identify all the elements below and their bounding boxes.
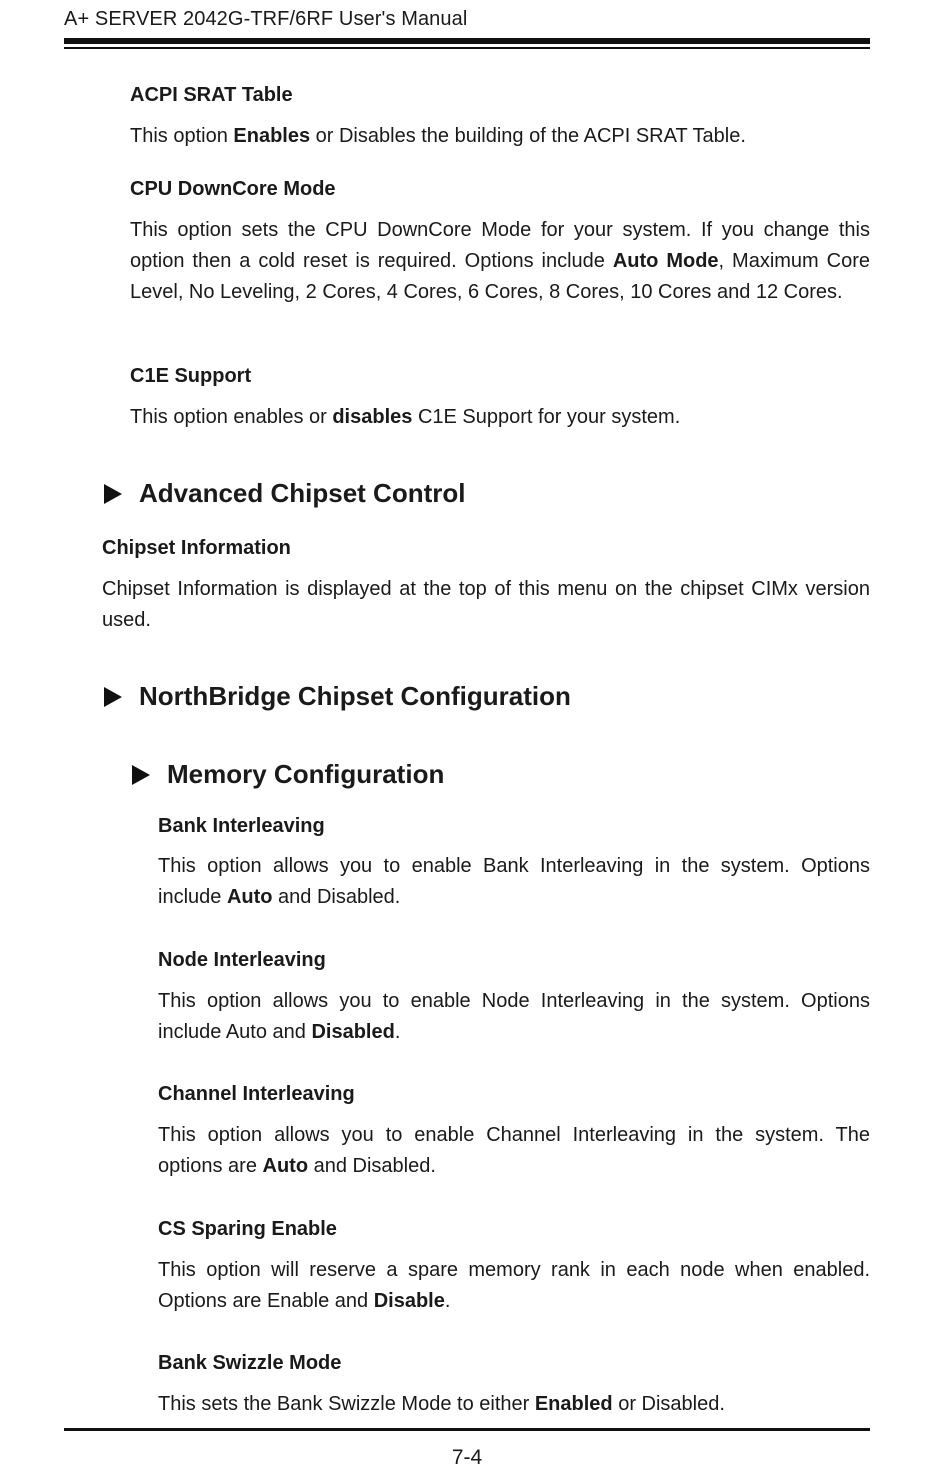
channel-interleaving-description: This option allows you to enable Channel Interleaving in the system. The options are Auto and Disabled.	[158, 1124, 870, 1178]
footer-rule	[64, 1428, 870, 1431]
triangle-right-icon	[104, 484, 122, 504]
c1e-support-description: This option enables or disables C1E Support for your system.	[130, 406, 681, 428]
section-advanced-chipset-control: Advanced Chipset Control	[104, 478, 465, 509]
cpu-downcore-description: This option sets the CPU DownCore Mode for your system. If you change this option then a cold reset is required. Options include Auto Mode, Maximum Core Level, No Leveling, 2 Cores, 4 Cores, 6 Cores, 8 Cores, 10 Cores and 12 Cores.	[130, 219, 871, 304]
section-memory-configuration: Memory Configuration	[132, 759, 444, 790]
triangle-right-icon	[104, 687, 122, 707]
section-northbridge-chipset-configuration: NorthBridge Chipset Configuration	[104, 681, 571, 712]
header-rule-thin	[64, 47, 870, 49]
chipset-info-description: Chipset Information is displayed at the top of this menu on the chipset CIMx version used.	[102, 578, 870, 632]
cs-sparing-title: CS Sparing Enable	[158, 1218, 337, 1240]
triangle-right-icon	[132, 765, 150, 785]
cpu-downcore-title: CPU DownCore Mode	[130, 178, 336, 200]
bank-swizzle-description: This sets the Bank Swizzle Mode to either Enabled or Disabled.	[158, 1393, 725, 1415]
node-interleaving-title: Node Interleaving	[158, 949, 326, 971]
node-interleaving-description: This option allows you to enable Node Interleaving in the system. Options include Auto and Disabled.	[158, 990, 870, 1044]
page-number: 7-4	[451, 1446, 483, 1469]
bank-interleaving-description: This option allows you to enable Bank Interleaving in the system. Options include Auto and Disabled.	[158, 855, 870, 909]
header-rule	[64, 38, 870, 44]
chipset-info-title: Chipset Information	[102, 537, 291, 559]
bank-swizzle-title: Bank Swizzle Mode	[158, 1352, 342, 1374]
page-header: A+ SERVER 2042G-TRF/6RF User's Manual	[64, 8, 468, 30]
acpi-srat-description: This option Enables or Disables the building of the ACPI SRAT Table.	[130, 125, 746, 147]
bank-interleaving-title: Bank Interleaving	[158, 815, 325, 837]
channel-interleaving-title: Channel Interleaving	[158, 1083, 355, 1105]
cs-sparing-description: This option will reserve a spare memory rank in each node when enabled. Options are Enable and Disable.	[158, 1259, 870, 1313]
c1e-support-title: C1E Support	[130, 365, 252, 387]
acpi-srat-title: ACPI SRAT Table	[130, 84, 293, 106]
